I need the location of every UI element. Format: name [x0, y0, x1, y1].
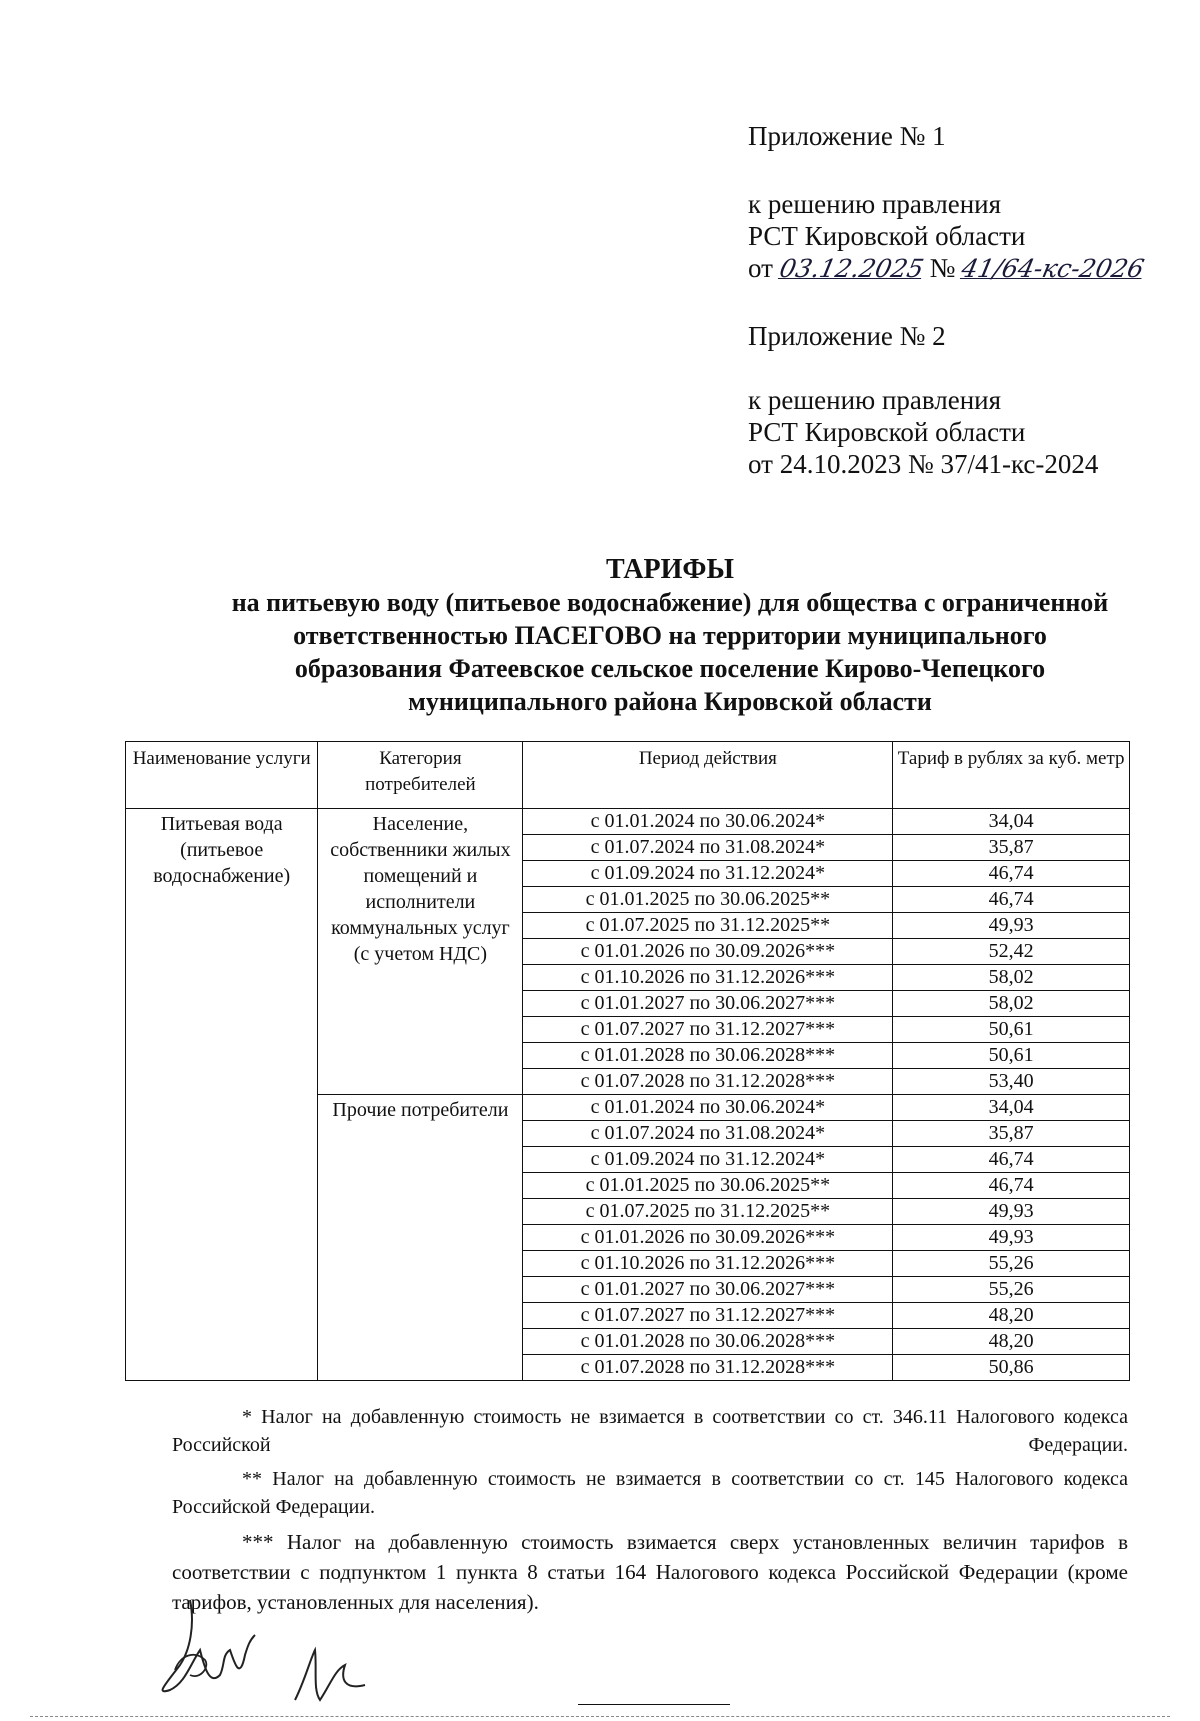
footnote-1: * Налог на добавленную стоимость не взимается в соответствии со ст. 346.11 Налогового кодекса Российской Федерации. — [172, 1406, 1128, 1456]
category-cell: Население, собственники жилых помещений и исполнители коммунальных услуг (с учетом НДС) — [318, 809, 523, 1095]
period-cell: с 01.01.2027 по 30.06.2027*** — [523, 1277, 893, 1303]
heading-line-1: на питьевую воду (питьевое водоснабжение) для общества с ограниченной — [231, 588, 1109, 617]
appendix-1-date-prefix: от — [748, 253, 773, 283]
footnote-2: ** Налог на добавленную стоимость не взимается в соответствии со ст. 145 Налогового кодекса Российской Федерации. — [172, 1468, 1128, 1518]
header-period: Период действия — [523, 742, 893, 809]
tariff-cell: 35,87 — [893, 835, 1130, 861]
tariff-cell: 55,26 — [893, 1251, 1130, 1277]
period-cell: с 01.01.2028 по 30.06.2028*** — [523, 1329, 893, 1355]
appendix-1-title: Приложение № 1 — [748, 121, 946, 151]
tariff-cell: 53,40 — [893, 1069, 1130, 1095]
period-cell: с 01.07.2024 по 31.08.2024* — [523, 835, 893, 861]
period-cell: с 01.07.2028 по 31.12.2028*** — [523, 1355, 893, 1381]
appendix-2-line2-word1: РСТ — [748, 417, 798, 447]
appendix-1-number-sign: № — [929, 253, 956, 283]
service-name-cell: Питьевая вода (питьевое водоснабжение) — [126, 809, 318, 1381]
signature-1 — [150, 1595, 260, 1705]
appendix-1-line1: к решению правления — [748, 189, 1002, 219]
signature-line — [578, 1704, 730, 1705]
heading-line-4: муниципального района Кировской области — [408, 687, 932, 716]
tariff-cell: 52,42 — [893, 939, 1130, 965]
tariff-cell: 49,93 — [893, 913, 1130, 939]
table-row — [126, 809, 1130, 835]
tariff-cell: 34,04 — [893, 809, 1130, 835]
tariff-cell: 50,86 — [893, 1355, 1130, 1381]
tariff-cell: 49,93 — [893, 1225, 1130, 1251]
period-cell: с 01.01.2024 по 30.06.2024* — [523, 1095, 893, 1121]
header-tariff: Тариф в рублях за куб. метр — [893, 742, 1130, 809]
tariff-cell: 48,20 — [893, 1329, 1130, 1355]
tariff-cell: 46,74 — [893, 1173, 1130, 1199]
period-cell: с 01.01.2027 по 30.06.2027*** — [523, 991, 893, 1017]
tariff-cell: 46,74 — [893, 887, 1130, 913]
period-cell: с 01.01.2025 по 30.06.2025** — [523, 1173, 893, 1199]
appendix-2-line1: к решению правления — [748, 385, 1002, 415]
page-bottom-edge — [30, 1716, 1170, 1717]
header-service: Наименование услуги — [126, 742, 318, 809]
tariff-cell: 46,74 — [893, 1147, 1130, 1173]
table-header-row — [126, 742, 1130, 809]
period-cell: с 01.10.2026 по 31.12.2026*** — [523, 1251, 893, 1277]
appendix-2-title: Приложение № 2 — [748, 321, 946, 351]
appendix-1-handwritten-date: 03.12.2025 — [776, 254, 927, 283]
footnotes — [172, 1403, 1128, 1617]
period-cell: с 01.07.2028 по 31.12.2028*** — [523, 1069, 893, 1095]
tariff-cell: 49,93 — [893, 1199, 1130, 1225]
period-cell: с 01.07.2027 по 31.12.2027*** — [523, 1017, 893, 1043]
appendix-2-line2 — [748, 416, 1128, 448]
period-cell: с 01.07.2025 по 31.12.2025** — [523, 913, 893, 939]
appendix-2-body — [748, 384, 1128, 480]
heading-title: ТАРИФЫ — [606, 554, 734, 585]
period-cell: с 01.01.2026 по 30.09.2026*** — [523, 1225, 893, 1251]
period-cell: с 01.09.2024 по 31.12.2024* — [523, 1147, 893, 1173]
category-cell: Прочие потребители — [318, 1095, 523, 1381]
appendix-2-line2-word3: области — [935, 417, 1026, 447]
appendix-2-line3: от 24.10.2023 № 37/41-кс-2024 — [748, 449, 1099, 479]
signature-2 — [285, 1640, 375, 1710]
tariff-cell: 58,02 — [893, 965, 1130, 991]
header-category: Категория потребителей — [318, 742, 523, 809]
tariff-cell: 50,61 — [893, 1043, 1130, 1069]
tariff-cell: 55,26 — [893, 1277, 1130, 1303]
heading-line-2: ответственностью ПАСЕГОВО на территории муниципального — [293, 621, 1047, 650]
period-cell: с 01.09.2024 по 31.12.2024* — [523, 861, 893, 887]
period-cell: с 01.07.2025 по 31.12.2025** — [523, 1199, 893, 1225]
tariff-cell: 34,04 — [893, 1095, 1130, 1121]
period-cell: с 01.10.2026 по 31.12.2026*** — [523, 965, 893, 991]
tariff-cell: 50,61 — [893, 1017, 1130, 1043]
appendix-2-line2-word2: Кировской — [804, 417, 929, 447]
appendix-1-handwritten-number: 41/64-кс-2026 — [959, 254, 1147, 283]
period-cell: с 01.07.2024 по 31.08.2024* — [523, 1121, 893, 1147]
period-cell: с 01.01.2024 по 30.06.2024* — [523, 809, 893, 835]
tariff-table — [125, 741, 1130, 1381]
tariff-table-body — [126, 809, 1130, 1381]
appendix-1-line2: РСТ Кировской области — [748, 221, 1026, 251]
tariff-cell: 35,87 — [893, 1121, 1130, 1147]
period-cell: с 01.01.2025 по 30.06.2025** — [523, 887, 893, 913]
period-cell: с 01.07.2027 по 31.12.2027*** — [523, 1303, 893, 1329]
appendix-1-body — [748, 188, 1147, 285]
footnote-3: *** Налог на добавленную стоимость взимается сверх установленных величин тарифов в соответствии с подпунктом 1 пункта 8 статьи 164 Налогового кодекса Российской Федерации (кроме тарифов, установленных для населения). — [172, 1530, 1128, 1614]
period-cell: с 01.01.2026 по 30.09.2026*** — [523, 939, 893, 965]
appendix-1-date-line — [748, 252, 1147, 285]
tariff-cell: 46,74 — [893, 861, 1130, 887]
heading-line-3: образования Фатеевское сельское поселение Кирово-Чепецкого — [294, 654, 1046, 683]
document-heading — [170, 553, 1170, 718]
period-cell: с 01.01.2028 по 30.06.2028*** — [523, 1043, 893, 1069]
tariff-cell: 48,20 — [893, 1303, 1130, 1329]
tariff-cell: 58,02 — [893, 991, 1130, 1017]
